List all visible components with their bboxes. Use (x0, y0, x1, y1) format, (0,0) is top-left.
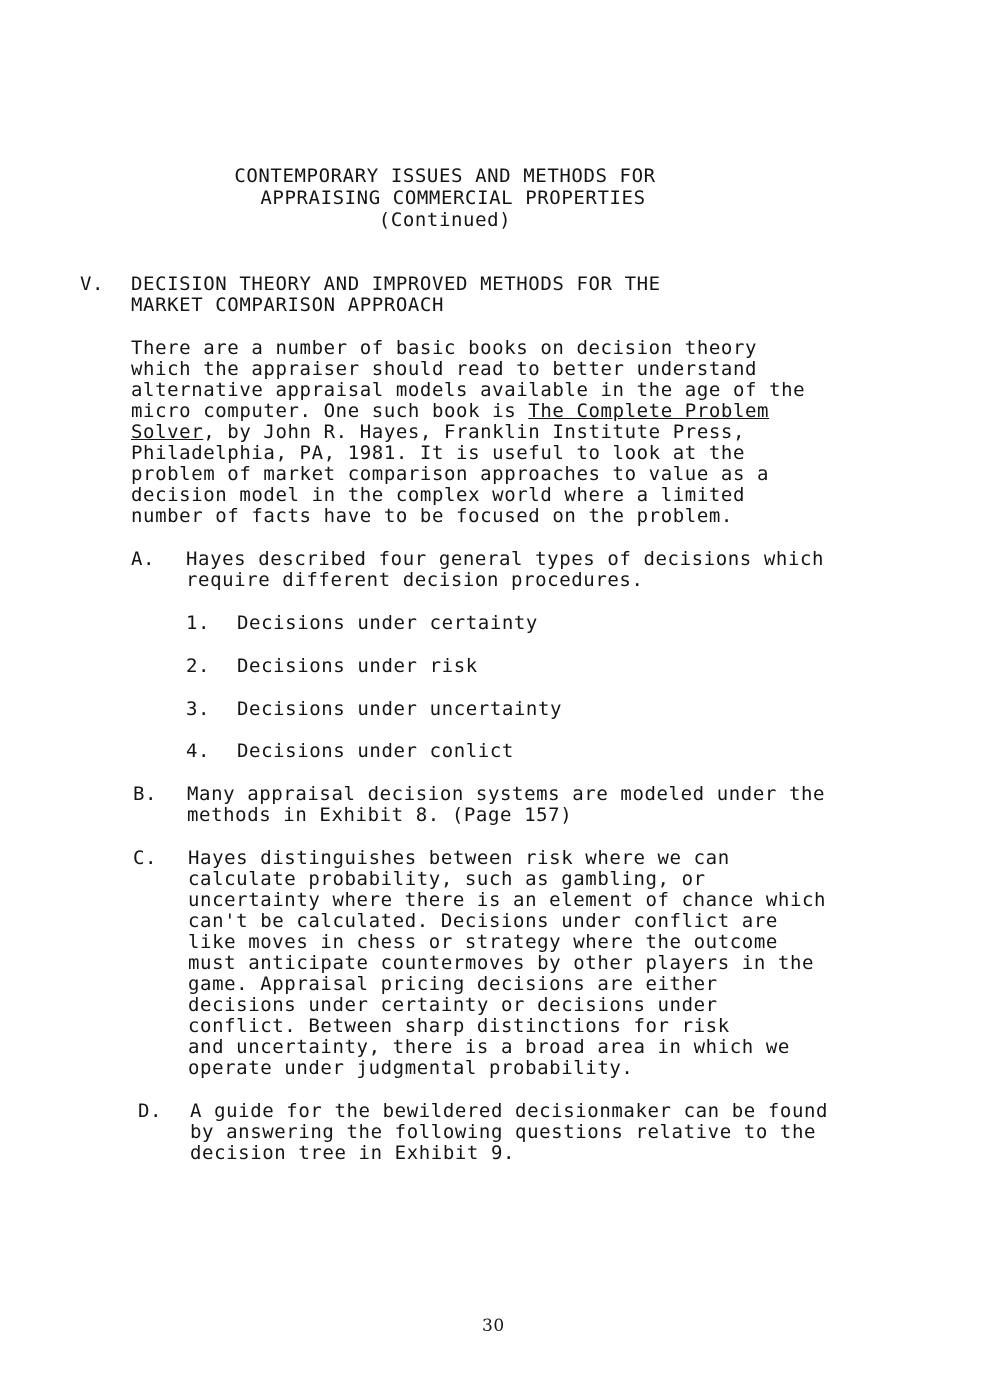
item-d-line-3: decision tree in Exhibit 9. (190, 1142, 516, 1164)
intro-line-9: number of facts have to be focused on the problem. (131, 505, 733, 527)
item-c-line-9: conflict. Between sharp distinctions for risk (188, 1015, 730, 1037)
item-d-line-2: by answering the following questions relative to the (190, 1121, 817, 1143)
section-title-line-1: DECISION THEORY AND IMPROVED METHODS FOR THE (131, 273, 661, 295)
item-b-line-2: methods in Exhibit 8. (Page 157) (187, 804, 573, 826)
list-item: Decisions under certainty (237, 612, 538, 634)
page-number: 30 (482, 1316, 505, 1336)
intro-line-4 (131, 401, 769, 422)
section-title-line-2: MARKET COMPARISON APPROACH (131, 294, 445, 316)
header-line-2: APPRAISING COMMERCIAL PROPERTIES (260, 187, 646, 209)
intro-line-3: alternative appraisal models available in the age of the (131, 379, 806, 401)
item-c-line-2: calculate probability, such as gambling, or (188, 868, 706, 890)
item-d-line-1: A guide for the bewildered decisionmaker can be found (190, 1100, 829, 1122)
section-marker: V. (80, 273, 105, 295)
list-item: Decisions under conlict (237, 740, 514, 762)
item-c-line-4: can't be calculated. Decisions under conflict are (188, 910, 778, 932)
list-item-number: 3. (186, 698, 211, 720)
list-item: Decisions under risk (237, 655, 478, 677)
item-c-line-6: must anticipate countermoves by other players in the (188, 952, 815, 974)
header-line-1: CONTEMPORARY ISSUES AND METHODS FOR (234, 165, 656, 187)
intro-line-1: There are a number of basic books on decision theory (131, 337, 758, 359)
item-c-line-10: and uncertainty, there is a broad area in which we (188, 1036, 790, 1058)
item-d-marker: D. (138, 1100, 163, 1122)
list-item-number: 2. (186, 655, 211, 677)
list-item-number: 1. (186, 612, 211, 634)
item-c-line-8: decisions under certainty or decisions under (188, 994, 718, 1016)
item-c-line-1: Hayes distinguishes between risk where we can (188, 847, 730, 869)
item-b-marker: B. (133, 783, 158, 805)
intro-line-4-text: micro computer. One such book is (131, 400, 529, 422)
list-item-number: 4. (186, 740, 211, 762)
item-c-line-3: uncertainty where there is an element of chance which (188, 889, 827, 911)
item-c-marker: C. (133, 847, 158, 869)
item-c-line-5: like moves in chess or strategy where the outcome (188, 931, 778, 953)
item-a-marker: A. (131, 548, 156, 570)
item-a-line-1: Hayes described four general types of decisions which (186, 548, 825, 570)
item-a-line-2: require different decision procedures. (186, 569, 644, 591)
intro-line-2: which the appraiser should read to better understand (131, 358, 758, 380)
book-title-part-1: The Complete Problem (528, 400, 770, 422)
intro-line-6: Philadelphia, PA, 1981. It is useful to look at the (131, 442, 745, 464)
intro-line-7: problem of market comparison approaches to value as a (131, 463, 770, 485)
item-b-line-1: Many appraisal decision systems are modeled under the (187, 783, 826, 805)
item-c-line-7: game. Appraisal pricing decisions are either (188, 973, 718, 995)
item-c-line-11: operate under judgmental probability. (188, 1057, 634, 1079)
list-item: Decisions under uncertainty (237, 698, 563, 720)
intro-line-5-text: , by John R. Hayes, Franklin Institute Press, (203, 421, 745, 443)
intro-line-5 (131, 422, 745, 443)
header-line-3: (Continued) (378, 209, 512, 231)
book-title-part-2: Solver (131, 421, 204, 443)
intro-line-8: decision model in the complex world where a limited (131, 484, 745, 506)
